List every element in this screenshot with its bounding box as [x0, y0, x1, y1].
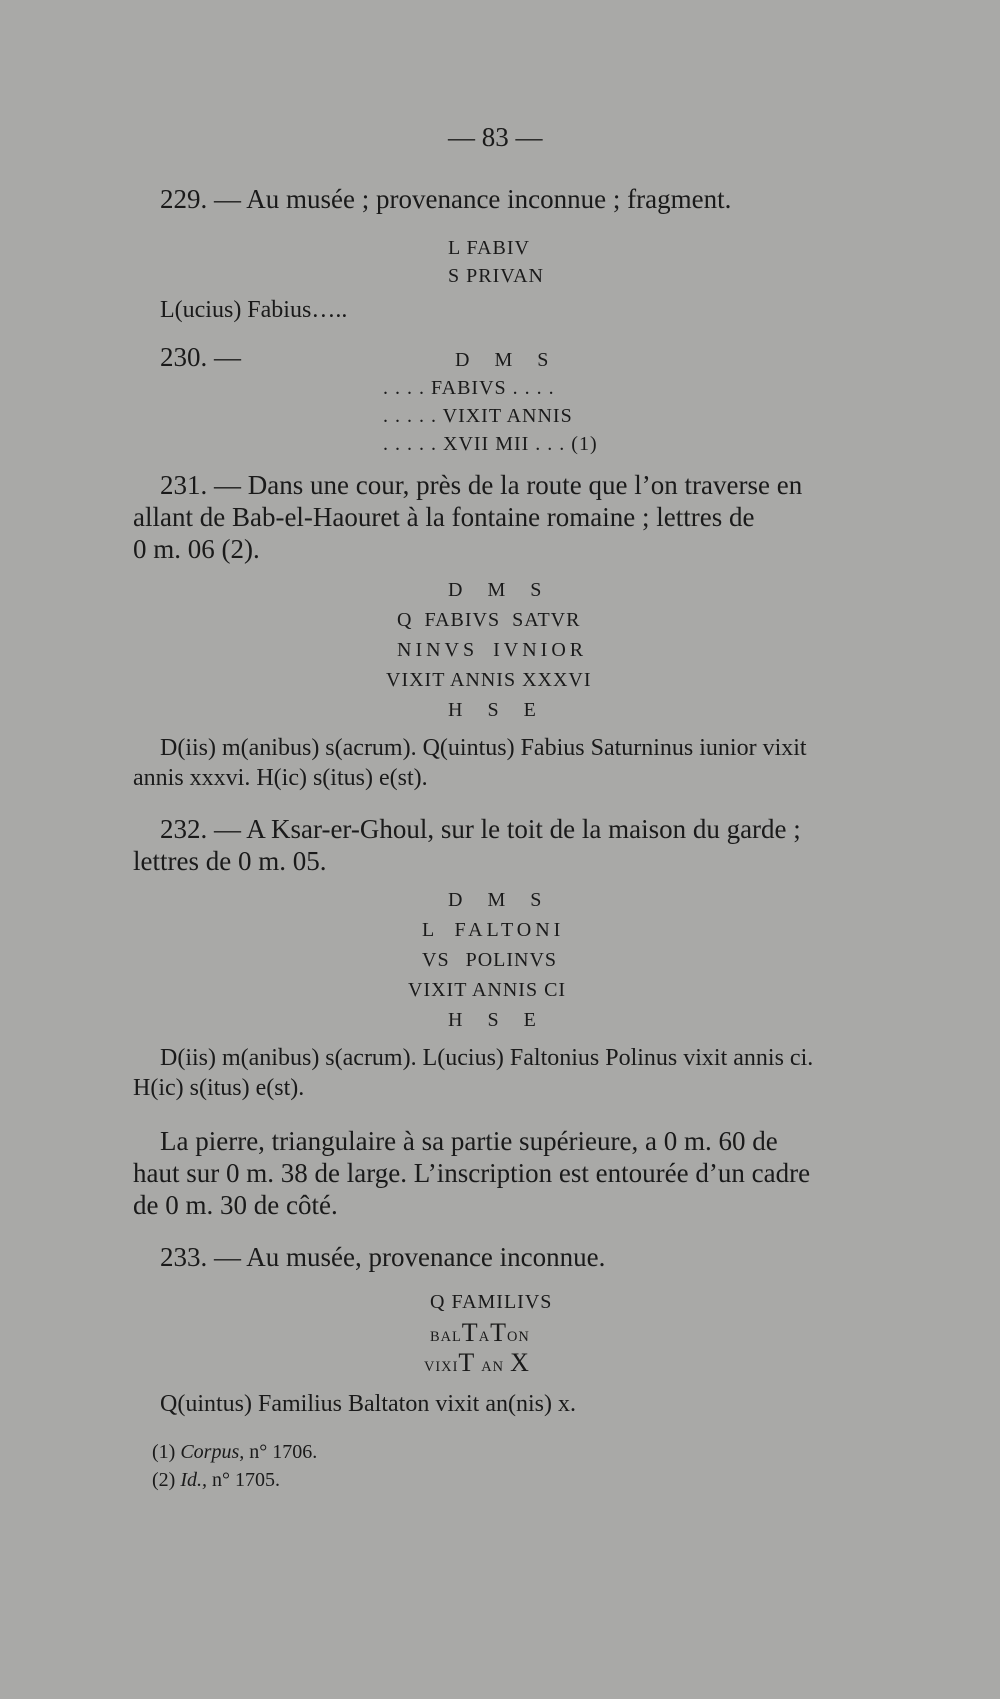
- transcription: Q(uintus) Familius Baltaton vixit an(nis) x.: [160, 1391, 576, 1417]
- inscription-fragment: X: [510, 1348, 530, 1377]
- transcription: L(ucius) Fabius…..: [160, 297, 348, 323]
- inscription-fragment: T: [461, 1318, 479, 1347]
- inscription-line: VIXIT ANNIS XXXVI: [386, 669, 592, 691]
- inscription-line: . . . . . VIXIT ANNIS: [383, 405, 573, 427]
- entry-229-heading: 229. — Au musée ; provenance inconnue ; fragment.: [160, 184, 732, 214]
- inscription-fragment: ON: [506, 1329, 530, 1345]
- entry-231-line: 231. — Dans une cour, près de la route que l’on traverse en: [160, 470, 803, 500]
- inscription-line: H S E: [448, 699, 537, 721]
- inscription-line: D M S: [448, 579, 543, 601]
- entry-231-line: 0 m. 06 (2).: [133, 534, 260, 564]
- transcription: H(ic) s(itus) e(st).: [133, 1075, 305, 1101]
- inscription-fragment: AN: [481, 1359, 505, 1375]
- entry-233-heading: 233. — Au musée, provenance inconnue.: [160, 1242, 606, 1272]
- footnote-text: n° 1706.: [244, 1441, 318, 1463]
- inscription-line: VS POLINVS: [422, 949, 558, 971]
- inscription-line: D M S: [455, 349, 550, 371]
- transcription: annis xxxvi. H(ic) s(itus) e(st).: [133, 765, 428, 791]
- entry-232-line: lettres de 0 m. 05.: [133, 846, 327, 876]
- footnote-ref: Corpus,: [180, 1441, 245, 1463]
- inscription-line: Q FABIVS SATVR: [397, 609, 581, 631]
- footnote: [152, 1470, 280, 1490]
- inscription-line: L FALTONI: [422, 919, 565, 941]
- transcription: D(iis) m(anibus) s(acrum). L(ucius) Faltonius Polinus vixit annis ci.: [160, 1045, 814, 1071]
- description-line: La pierre, triangulaire à sa partie supérieure, a 0 m. 60 de: [160, 1126, 778, 1156]
- inscription-line: NINVS IVNIOR: [397, 639, 588, 661]
- inscription-line: S PRIVAN: [448, 265, 544, 287]
- entry-232-line: 232. — A Ksar-er-Ghoul, sur le toit de la maison du garde ;: [160, 814, 801, 844]
- inscription-fragment: T: [458, 1348, 476, 1377]
- inscription-line: D M S: [448, 889, 543, 911]
- transcription: D(iis) m(anibus) s(acrum). Q(uintus) Fabius Saturninus iunior vixit: [160, 735, 807, 761]
- inscription-line: Q FAMILIVS: [430, 1291, 553, 1313]
- inscription-line: . . . . . XVII MII . . . (1): [383, 433, 598, 455]
- inscription-line: VIXIT ANNIS CI: [408, 979, 567, 1001]
- inscription-fragment: BAL: [430, 1329, 462, 1345]
- inscription-line: L FABIV: [448, 237, 530, 259]
- footnote-ref: Id.,: [180, 1469, 207, 1491]
- inscription-fragment: A: [478, 1329, 491, 1345]
- description-line: de 0 m. 30 de côté.: [133, 1190, 338, 1220]
- footnote-text: n° 1705.: [207, 1469, 280, 1491]
- inscription-fragment: VIXI: [424, 1359, 459, 1375]
- inscription-line: [430, 1320, 530, 1346]
- inscription-fragment: T: [490, 1318, 507, 1347]
- footnote-number: (1): [152, 1441, 176, 1463]
- inscription-line: H S E: [448, 1009, 537, 1031]
- description-line: haut sur 0 m. 38 de large. L’inscription est entourée d’un cadre: [133, 1158, 811, 1188]
- entry-230-heading: 230. —: [160, 342, 241, 372]
- entry-231-line: allant de Bab-el-Haouret à la fontaine romaine ; lettres de: [133, 502, 755, 532]
- footnote-number: (2): [152, 1469, 176, 1491]
- inscription-line: [424, 1350, 530, 1376]
- footnote: [152, 1442, 317, 1462]
- inscription-line: . . . . FABIVS . . . .: [383, 377, 555, 399]
- page-number: — 83 —: [448, 122, 543, 152]
